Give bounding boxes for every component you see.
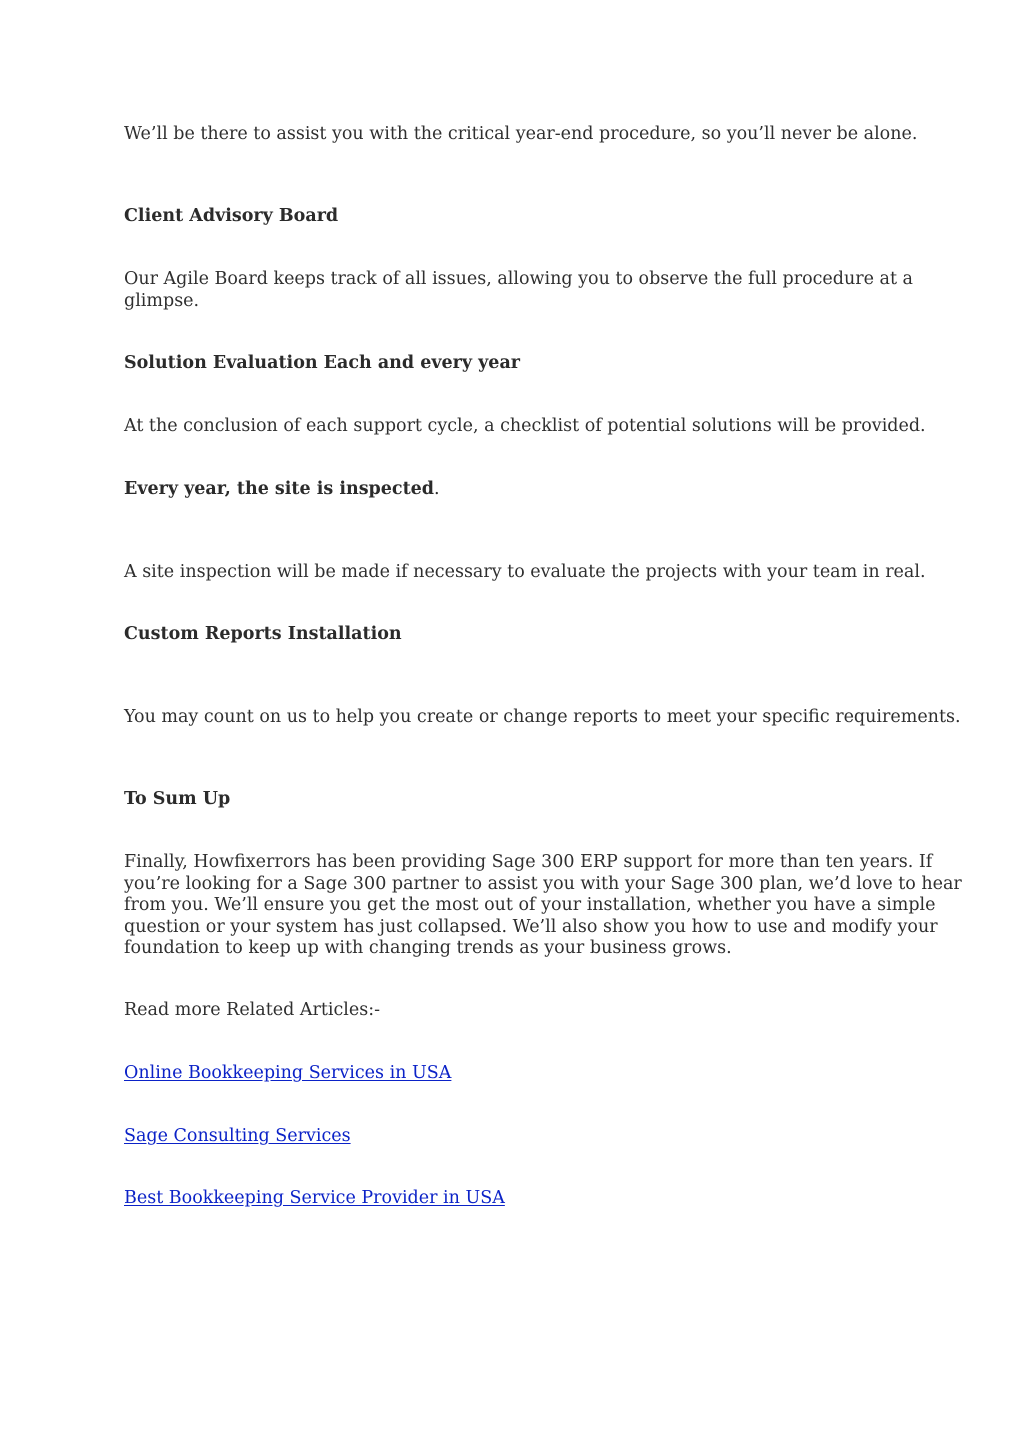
link-online-bookkeeping[interactable]: Online Bookkeeping Services in USA bbox=[124, 1063, 452, 1083]
paragraph-to-sum-up bbox=[124, 852, 962, 960]
paragraph-line: Finally, Howfixerrors has been providing Sage 300 ERP support for more than ten years. If bbox=[124, 852, 933, 872]
paragraph-line: Our Agile Board keeps track of all issues, allowing you to observe the full procedure at a bbox=[124, 269, 913, 289]
heading-client-advisory-board: Client Advisory Board bbox=[124, 206, 339, 226]
paragraph-solution-evaluation: At the conclusion of each support cycle, a checklist of potential solutions will be provided. bbox=[124, 416, 926, 436]
paragraph-custom-reports: You may count on us to help you create or change reports to meet your specific requirements. bbox=[124, 707, 961, 727]
paragraph-line: foundation to keep up with changing trends as your business grows. bbox=[124, 938, 732, 959]
paragraph-client-advisory-board bbox=[124, 269, 913, 312]
paragraph-line: you’re looking for a Sage 300 partner to assist you with your Sage 300 plan, we’d love to hear bbox=[124, 873, 962, 894]
heading-text: Every year, the site is inspected bbox=[124, 479, 435, 499]
heading-period: . bbox=[434, 479, 440, 499]
paragraph-line: from you. We’ll ensure you get the most out of your installation, whether you have a simple bbox=[124, 895, 936, 916]
link-sage-consulting[interactable]: Sage Consulting Services bbox=[124, 1126, 351, 1146]
heading-to-sum-up: To Sum Up bbox=[124, 789, 231, 809]
link-best-bookkeeping[interactable]: Best Bookkeeping Service Provider in USA bbox=[124, 1188, 505, 1208]
related-articles-label: Read more Related Articles:- bbox=[124, 1000, 381, 1020]
paragraph-site-inspected: A site inspection will be made if necessary to evaluate the projects with your team in real. bbox=[124, 562, 926, 582]
intro-paragraph: We’ll be there to assist you with the critical year-end procedure, so you’ll never be alone. bbox=[124, 124, 918, 144]
heading-custom-reports: Custom Reports Installation bbox=[124, 624, 402, 644]
heading-solution-evaluation: Solution Evaluation Each and every year bbox=[124, 353, 520, 373]
heading-site-inspected bbox=[124, 479, 440, 501]
paragraph-line: glimpse. bbox=[124, 290, 200, 311]
paragraph-line: question or your system has just collapsed. We’ll also show you how to use and modify your bbox=[124, 916, 938, 937]
